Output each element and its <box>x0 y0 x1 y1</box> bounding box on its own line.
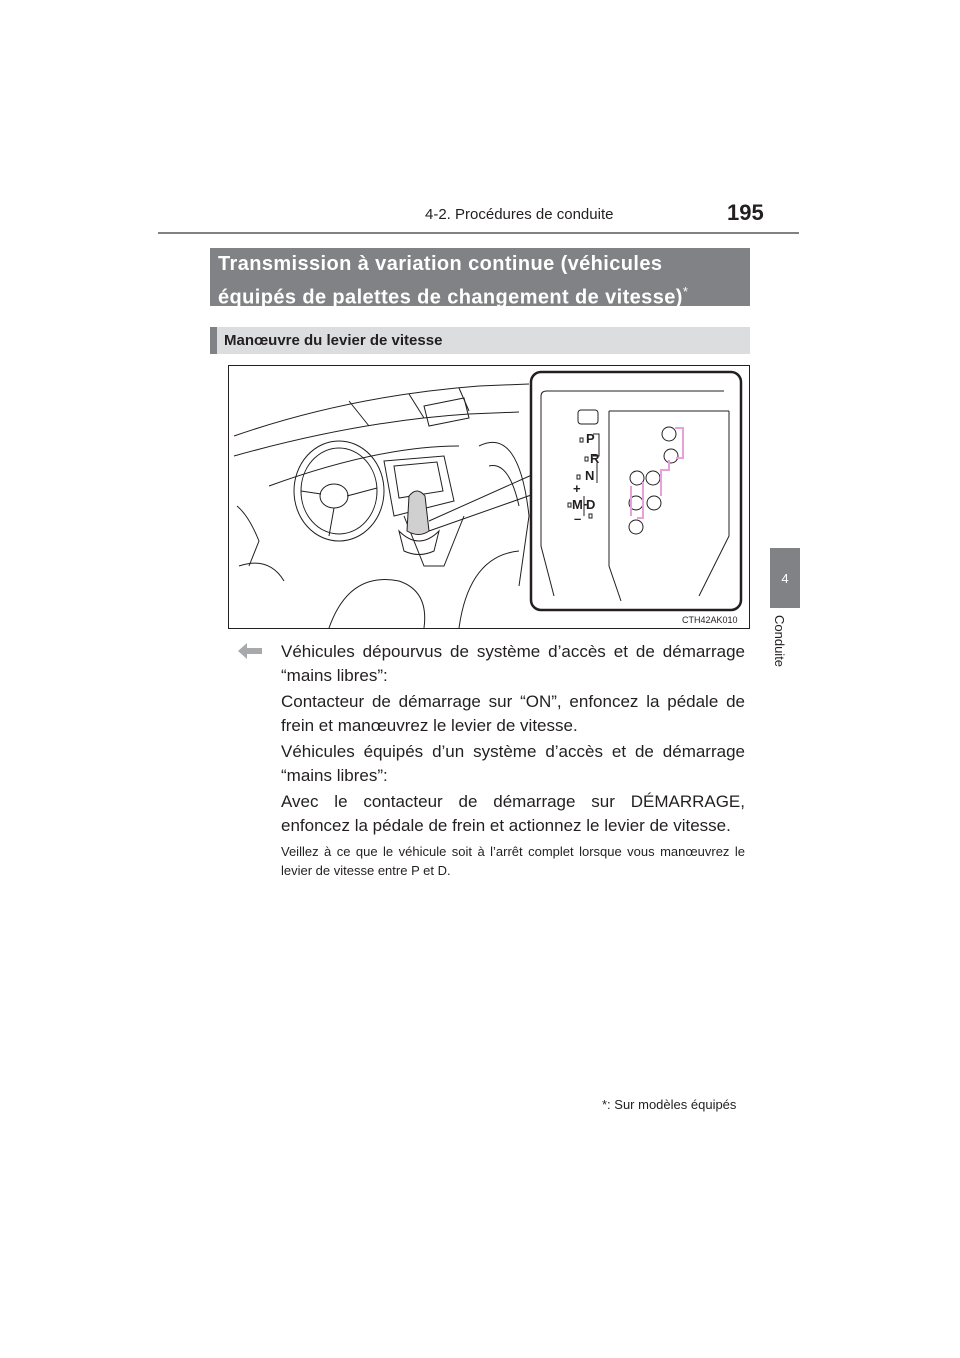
gate-label-m: M <box>572 497 583 512</box>
chapter-tab-label: Conduite <box>772 615 787 668</box>
subheading: Manœuvre du levier de vitesse <box>224 332 443 349</box>
gate-label-r: R <box>590 451 600 466</box>
chapter-tab-number: 4 <box>781 571 789 586</box>
footnote: *: Sur modèles équipés <box>602 1097 737 1112</box>
caution-note: Veillez à ce que le véhicule soit à l’arrêt complet lorsque vous manœuvrez le levier de vitesse entre P et D. <box>281 844 745 878</box>
section-title-line-2 <box>218 278 750 312</box>
gate-label-d: D <box>586 497 596 512</box>
footnote-star: * <box>682 284 689 299</box>
shift-lever-illustration <box>228 365 750 629</box>
gate-label-dash: - <box>583 496 588 511</box>
header-divider <box>158 232 799 234</box>
paragraph-smart-key-instruction: Avec le contacteur de démarrage sur DÉMARRAGE, enfoncez la pédale de frein et actionnez le levier de vitesse. <box>281 792 745 835</box>
paragraph-no-smart-key-heading: Véhicules dépourvus de système d’accès et de démarrage “mains libres”: <box>281 642 745 685</box>
section-title-box <box>210 248 750 309</box>
gate-label-plus: + <box>573 481 581 496</box>
gate-label-minus: – <box>574 511 582 526</box>
section-title-line-2-text: équipés de palettes de changement de vitesse) <box>218 286 683 309</box>
paragraph-no-smart-key-instruction: Contacteur de démarrage sur “ON”, enfoncez la pédale de frein et manœuvrez le levier de vitesse. <box>281 692 745 735</box>
left-arrow-icon <box>238 643 262 659</box>
gate-label-p: P <box>586 431 595 446</box>
gate-label-n: N <box>585 468 595 483</box>
page-number: 195 <box>727 200 764 225</box>
subheading-accent <box>210 327 217 354</box>
illustration-code: CTH42AK010 <box>682 615 738 625</box>
paragraph-smart-key-heading: Véhicules équipés d’un système d’accès et de démarrage “mains libres”: <box>281 742 745 785</box>
section-title-line-1: Transmission à variation continue (véhicules <box>218 253 663 275</box>
car-interior-illustration <box>229 366 749 628</box>
header-section-title: 4-2. Procédures de conduite <box>425 206 614 223</box>
